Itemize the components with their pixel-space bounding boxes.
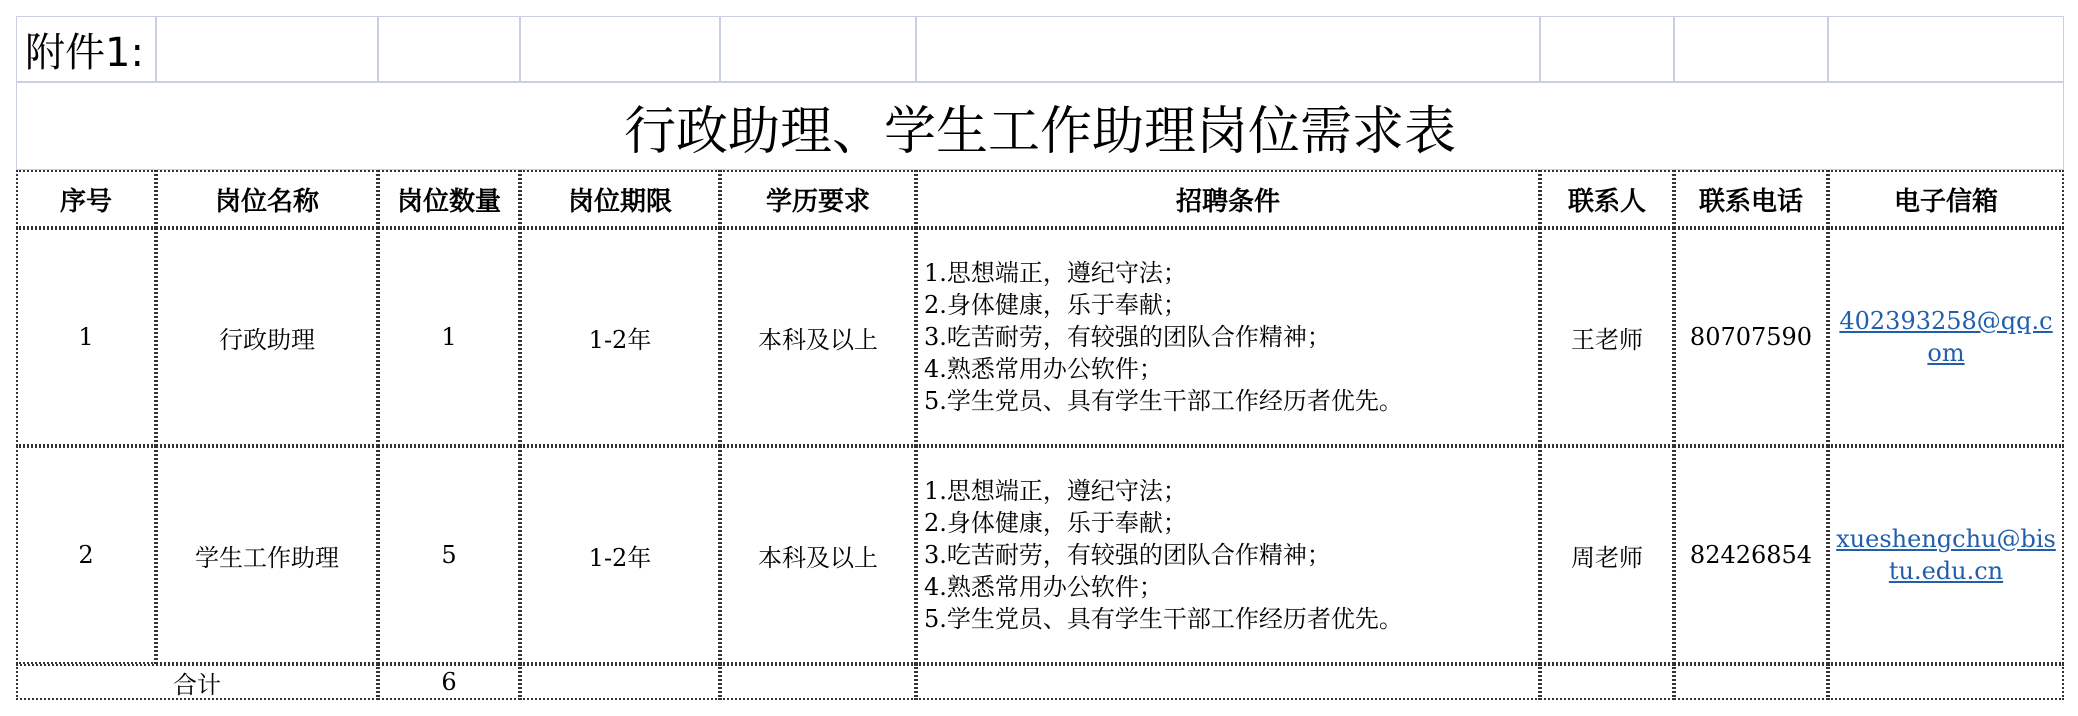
empty-cell	[720, 16, 916, 82]
row2-condition-item: 4.熟悉常用办公软件；	[924, 573, 1163, 601]
row1-count: 1	[378, 228, 520, 446]
header-no: 序号	[16, 170, 156, 228]
row2-count: 5	[378, 446, 520, 664]
header-position: 岗位名称	[156, 170, 378, 228]
empty-cell	[378, 16, 520, 82]
row1-condition-item: 5.学生党员、具有学生干部工作经历者优先。	[924, 387, 1403, 415]
row1-conditions	[916, 228, 1540, 446]
page-title: 行政助理、学生工作助理岗位需求表	[16, 82, 2064, 170]
total-label: 合计	[16, 664, 378, 700]
empty-cell	[916, 664, 1540, 700]
empty-cell	[720, 664, 916, 700]
row1-contact: 王老师	[1540, 228, 1674, 446]
total-count: 6	[378, 664, 520, 700]
empty-cell	[916, 16, 1540, 82]
empty-cell	[1674, 664, 1828, 700]
row1-education: 本科及以上	[720, 228, 916, 446]
row2-condition-item: 3.吃苦耐劳，有较强的团队合作精神；	[924, 541, 1331, 569]
row2-condition-item: 1.思想端正，遵纪守法；	[924, 477, 1187, 505]
header-count: 岗位数量	[378, 170, 520, 228]
row2-education: 本科及以上	[720, 446, 916, 664]
row2-email-link[interactable]: xueshengchu@bistu.edu.cn	[1836, 525, 2056, 585]
row2-contact: 周老师	[1540, 446, 1674, 664]
header-contact: 联系人	[1540, 170, 1674, 228]
row1-position: 行政助理	[156, 228, 378, 446]
row2-condition-item: 5.学生党员、具有学生干部工作经历者优先。	[924, 605, 1403, 633]
row1-email-cell	[1828, 228, 2064, 446]
row1-condition-item: 4.熟悉常用办公软件；	[924, 355, 1163, 383]
empty-cell	[520, 664, 720, 700]
header-conditions: 招聘条件	[916, 170, 1540, 228]
row2-term: 1-2年	[520, 446, 720, 664]
row1-term: 1-2年	[520, 228, 720, 446]
row2-conditions	[916, 446, 1540, 664]
empty-cell	[1674, 16, 1828, 82]
empty-cell	[520, 16, 720, 82]
row2-condition-item: 2.身体健康，乐于奉献；	[924, 509, 1187, 537]
empty-cell	[1540, 16, 1674, 82]
row1-condition-item: 3.吃苦耐劳，有较强的团队合作精神；	[924, 323, 1331, 351]
row1-phone: 80707590	[1674, 228, 1828, 446]
row1-no: 1	[16, 228, 156, 446]
empty-cell	[156, 16, 378, 82]
empty-cell	[1828, 16, 2064, 82]
row2-no: 2	[16, 446, 156, 664]
empty-cell	[1540, 664, 1674, 700]
row1-condition-item: 1.思想端正，遵纪守法；	[924, 259, 1187, 287]
row1-condition-item: 2.身体健康，乐于奉献；	[924, 291, 1187, 319]
row2-phone: 82426854	[1674, 446, 1828, 664]
row1-email-link[interactable]: 402393258@qq.com	[1839, 307, 2053, 367]
header-phone: 联系电话	[1674, 170, 1828, 228]
header-term: 岗位期限	[520, 170, 720, 228]
empty-cell	[1828, 664, 2064, 700]
row2-email-cell	[1828, 446, 2064, 664]
requirements-sheet	[16, 16, 2064, 700]
attachment-label: 附件1:	[16, 16, 156, 82]
header-email: 电子信箱	[1828, 170, 2064, 228]
header-education: 学历要求	[720, 170, 916, 228]
row2-position: 学生工作助理	[156, 446, 378, 664]
